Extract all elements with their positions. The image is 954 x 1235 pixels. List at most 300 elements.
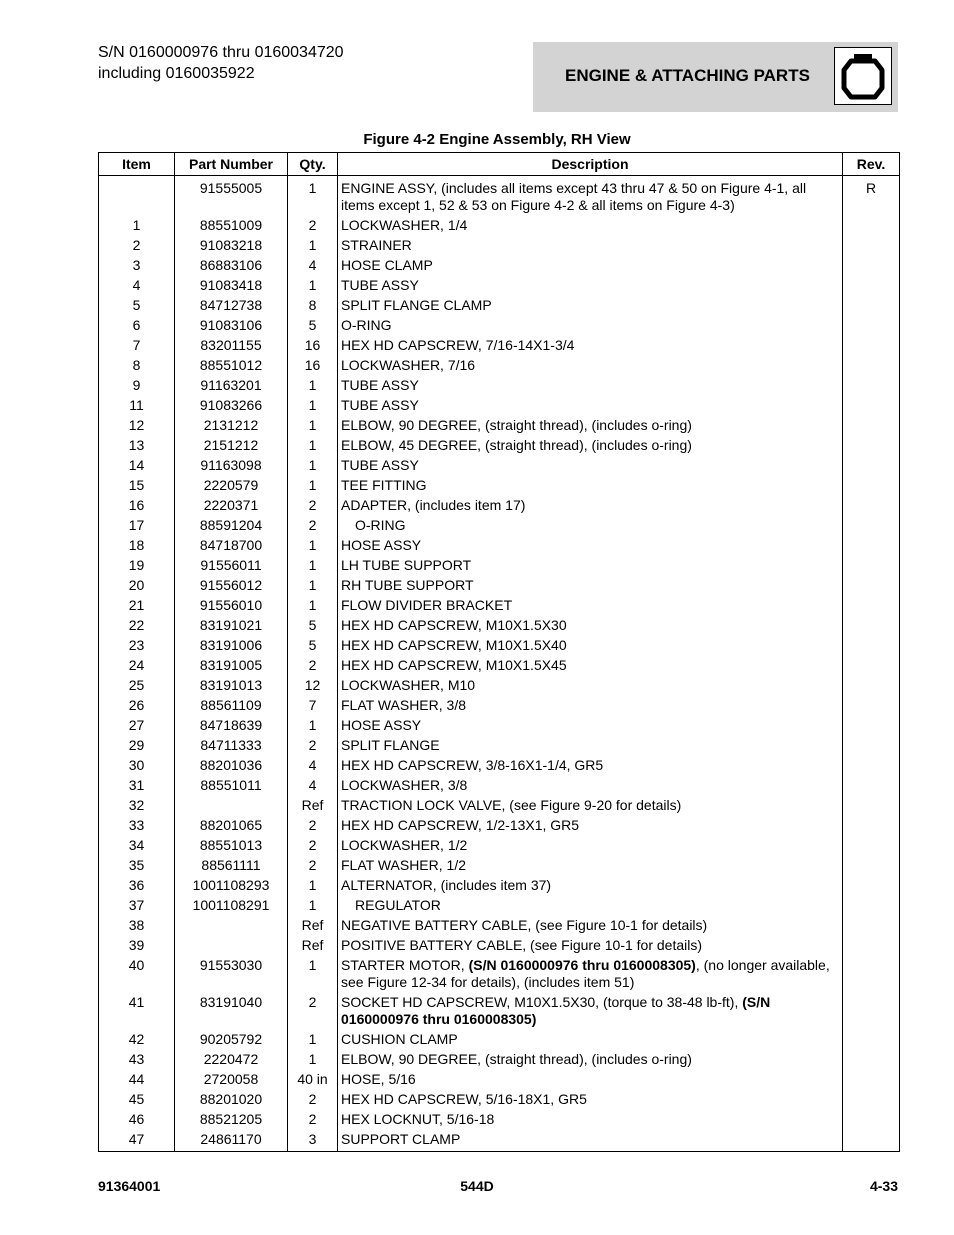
part-number-cell [175,915,288,935]
description-cell: POSITIVE BATTERY CABLE, (see Figure 10-1 for details) [338,935,843,955]
rev-cell [843,1069,900,1089]
footer-model: 544D [460,1178,494,1194]
item-cell: 6 [99,315,175,335]
part-number-cell: 2720058 [175,1069,288,1089]
part-number-cell: 83191005 [175,655,288,675]
description-cell: ELBOW, 90 DEGREE, (straight thread), (includes o-ring) [338,415,843,435]
parts-table [98,152,900,1152]
description-cell [338,515,843,535]
description-cell: SUPPORT CLAMP [338,1129,843,1152]
rev-cell [843,315,900,335]
qty-cell: 4 [288,255,338,275]
table-row [99,295,900,315]
qty-cell: 16 [288,335,338,355]
table-row [99,435,900,455]
part-number-cell: 84718700 [175,535,288,555]
rev-cell [843,795,900,815]
rev-cell [843,1049,900,1069]
part-number-cell: 88521205 [175,1109,288,1129]
item-cell: 22 [99,615,175,635]
qty-cell: 5 [288,315,338,335]
qty-cell: 1 [288,575,338,595]
description-cell: HEX HD CAPSCREW, M10X1.5X40 [338,635,843,655]
rev-cell [843,255,900,275]
part-number-cell: 84718639 [175,715,288,735]
serial-line-2: including 0160035922 [98,65,255,82]
rev-cell [843,295,900,315]
serial-line-1: S/N 0160000976 thru 0160034720 [98,44,344,61]
rev-cell [843,1109,900,1129]
qty-cell: 1 [288,475,338,495]
table-row [99,815,900,835]
part-number-cell: 88551009 [175,215,288,235]
table-row [99,235,900,255]
footer-page-number: 4-33 [869,1178,898,1194]
item-cell: 33 [99,815,175,835]
rev-cell [843,755,900,775]
part-number-cell: 88201020 [175,1089,288,1109]
table-row [99,635,900,655]
table-row [99,895,900,915]
rev-cell [843,235,900,255]
description-cell: HEX HD CAPSCREW, 3/8-16X1-1/4, GR5 [338,755,843,775]
description-cell: LOCKWASHER, 1/2 [338,835,843,855]
item-cell: 39 [99,935,175,955]
table-row [99,992,900,1029]
part-number-cell: 83191021 [175,615,288,635]
rev-cell [843,495,900,515]
part-number-cell: 88591204 [175,515,288,535]
item-cell: 35 [99,855,175,875]
item-cell: 38 [99,915,175,935]
rev-cell: R [843,176,900,216]
table-row [99,655,900,675]
engine-icon [834,47,892,105]
item-cell: 24 [99,655,175,675]
description-cell: NEGATIVE BATTERY CABLE, (see Figure 10-1 for details) [338,915,843,935]
item-cell: 29 [99,735,175,755]
item-cell: 2 [99,235,175,255]
qty-cell: 4 [288,775,338,795]
part-number-cell: 83191006 [175,635,288,655]
item-cell: 14 [99,455,175,475]
description-cell: LOCKWASHER, 7/16 [338,355,843,375]
item-cell: 20 [99,575,175,595]
qty-cell: 1 [288,435,338,455]
qty-cell: 16 [288,355,338,375]
part-number-cell: 91163201 [175,375,288,395]
description-cell: ELBOW, 90 DEGREE, (straight thread), (includes o-ring) [338,1049,843,1069]
item-cell: 9 [99,375,175,395]
item-cell: 36 [99,875,175,895]
item-cell: 31 [99,775,175,795]
item-cell: 27 [99,715,175,735]
item-cell: 19 [99,555,175,575]
item-cell: 32 [99,795,175,815]
qty-cell: 12 [288,675,338,695]
item-cell: 3 [99,255,175,275]
rev-cell [843,515,900,535]
item-cell: 41 [99,992,175,1029]
part-number-cell: 83191040 [175,992,288,1029]
part-number-cell: 2220371 [175,495,288,515]
qty-cell: 5 [288,615,338,635]
rev-cell [843,455,900,475]
description-cell: TUBE ASSY [338,275,843,295]
qty-cell: Ref [288,795,338,815]
item-cell: 18 [99,535,175,555]
rev-cell [843,735,900,755]
rev-cell [843,675,900,695]
table-row [99,935,900,955]
part-number-cell: 88201065 [175,815,288,835]
rev-cell [843,695,900,715]
qty-cell: 2 [288,495,338,515]
qty-cell: 1 [288,555,338,575]
table-row [99,555,900,575]
rev-cell [843,955,900,992]
description-cell: TRACTION LOCK VALVE, (see Figure 9-20 for details) [338,795,843,815]
qty-cell: 1 [288,535,338,555]
description-cell: HEX HD CAPSCREW, 7/16-14X1-3/4 [338,335,843,355]
item-cell: 34 [99,835,175,855]
table-row [99,575,900,595]
description-cell [338,992,843,1029]
description-cell: FLAT WASHER, 3/8 [338,695,843,715]
header-part-number: Part Number [175,153,288,176]
part-number-cell: 83201155 [175,335,288,355]
qty-cell: 2 [288,992,338,1029]
header-qty: Qty. [288,153,338,176]
part-number-cell: 88561109 [175,695,288,715]
rev-cell [843,555,900,575]
rev-cell [843,855,900,875]
rev-cell [843,615,900,635]
qty-cell: 2 [288,1089,338,1109]
item-cell: 45 [99,1089,175,1109]
part-number-cell: 91555005 [175,176,288,216]
rev-cell [843,335,900,355]
item-cell: 40 [99,955,175,992]
header-item: Item [99,153,175,176]
qty-cell: 2 [288,835,338,855]
table-row [99,475,900,495]
part-number-cell: 2131212 [175,415,288,435]
table-row [99,255,900,275]
item-cell: 25 [99,675,175,695]
table-row [99,355,900,375]
qty-cell: Ref [288,915,338,935]
rev-cell [843,815,900,835]
description-cell: HOSE CLAMP [338,255,843,275]
part-number-cell: 24861170 [175,1129,288,1152]
part-number-cell: 86883106 [175,255,288,275]
rev-cell [843,935,900,955]
table-row [99,675,900,695]
part-number-cell: 91083106 [175,315,288,335]
part-number-cell [175,795,288,815]
item-cell: 42 [99,1029,175,1049]
table-row [99,215,900,235]
item-cell: 1 [99,215,175,235]
table-row [99,315,900,335]
item-cell: 7 [99,335,175,355]
qty-cell: 1 [288,955,338,992]
rev-cell [843,1129,900,1152]
description-text: REGULATOR [355,897,441,913]
qty-cell: 2 [288,215,338,235]
part-number-cell: 90205792 [175,1029,288,1049]
part-number-cell: 88201036 [175,755,288,775]
rev-cell [843,655,900,675]
description-cell: HEX HD CAPSCREW, M10X1.5X45 [338,655,843,675]
description-cell: RH TUBE SUPPORT [338,575,843,595]
description-cell: TUBE ASSY [338,395,843,415]
rev-cell [843,775,900,795]
figure-title: Figure 4-2 Engine Assembly, RH View [363,131,631,148]
description-cell: HEX HD CAPSCREW, 5/16-18X1, GR5 [338,1089,843,1109]
part-number-cell: 2220472 [175,1049,288,1069]
part-number-cell: 88551011 [175,775,288,795]
description-cell: FLOW DIVIDER BRACKET [338,595,843,615]
table-row [99,395,900,415]
rev-cell [843,275,900,295]
table-row [99,415,900,435]
item-cell: 13 [99,435,175,455]
part-number-cell: 88551012 [175,355,288,375]
qty-cell: 2 [288,1109,338,1129]
description-cell: LOCKWASHER, 1/4 [338,215,843,235]
description-text: O-RING [355,517,406,533]
part-number-cell: 91083218 [175,235,288,255]
part-number-cell: 91556010 [175,595,288,615]
table-row [99,495,900,515]
rev-cell [843,595,900,615]
table-row [99,915,900,935]
description-cell: TEE FITTING [338,475,843,495]
qty-cell: 1 [288,275,338,295]
table-row [99,515,900,535]
description-cell: ADAPTER, (includes item 17) [338,495,843,515]
description-cell: CUSHION CLAMP [338,1029,843,1049]
qty-cell: 2 [288,855,338,875]
part-number-cell: 83191013 [175,675,288,695]
description-cell: HEX HD CAPSCREW, M10X1.5X30 [338,615,843,635]
table-row [99,595,900,615]
qty-cell: 4 [288,755,338,775]
qty-cell: 1 [288,375,338,395]
item-cell: 17 [99,515,175,535]
description-cell: HOSE, 5/16 [338,1069,843,1089]
table-row [99,375,900,395]
qty-cell: 2 [288,655,338,675]
qty-cell: 5 [288,635,338,655]
table-row [99,1029,900,1049]
table-row [99,1089,900,1109]
description-segment: STARTER MOTOR, [341,957,469,973]
qty-cell: 7 [288,695,338,715]
description-cell: TUBE ASSY [338,455,843,475]
rev-cell [843,1089,900,1109]
item-cell: 16 [99,495,175,515]
qty-cell: Ref [288,935,338,955]
description-cell [338,955,843,992]
description-cell: ENGINE ASSY, (includes all items except 43 thru 47 & 50 on Figure 4-1, all items except 1, 52 & 53 on Figure 4-2 & all items on Figure 4-3) [338,176,843,216]
rev-cell [843,215,900,235]
qty-cell: 1 [288,715,338,735]
table-row [99,1129,900,1152]
table-row [99,775,900,795]
part-number-cell: 88551013 [175,835,288,855]
rev-cell [843,992,900,1029]
description-cell: LOCKWASHER, M10 [338,675,843,695]
item-cell: 44 [99,1069,175,1089]
qty-cell: 2 [288,515,338,535]
item-cell: 15 [99,475,175,495]
table-row [99,455,900,475]
rev-cell [843,475,900,495]
table-row [99,535,900,555]
qty-cell: 1 [288,455,338,475]
table-row [99,875,900,895]
part-number-cell: 91553030 [175,955,288,992]
description-cell: ELBOW, 45 DEGREE, (straight thread), (includes o-ring) [338,435,843,455]
description-cell: STRAINER [338,235,843,255]
item-cell: 5 [99,295,175,315]
table-row [99,955,900,992]
parts-table-body [99,176,900,1152]
description-cell: HEX HD CAPSCREW, 1/2-13X1, GR5 [338,815,843,835]
table-row [99,855,900,875]
rev-cell [843,535,900,555]
table-row [99,715,900,735]
table-row [99,695,900,715]
item-cell: 26 [99,695,175,715]
part-number-cell: 91163098 [175,455,288,475]
description-cell: FLAT WASHER, 1/2 [338,855,843,875]
part-number-cell: 1001108291 [175,895,288,915]
part-number-cell: 2151212 [175,435,288,455]
qty-cell: 1 [288,395,338,415]
qty-cell: 1 [288,176,338,216]
description-cell: TUBE ASSY [338,375,843,395]
qty-cell: 8 [288,295,338,315]
table-row [99,735,900,755]
qty-cell: 1 [288,235,338,255]
description-cell: LOCKWASHER, 3/8 [338,775,843,795]
description-cell: O-RING [338,315,843,335]
rev-cell [843,875,900,895]
rev-cell [843,895,900,915]
item-cell: 12 [99,415,175,435]
description-cell: HOSE ASSY [338,715,843,735]
part-number-cell: 91556011 [175,555,288,575]
item-cell: 47 [99,1129,175,1152]
description-segment: (S/N 0160000976 thru 0160008305) [341,994,771,1027]
rev-cell [843,415,900,435]
qty-cell: 1 [288,1029,338,1049]
description-cell [338,895,843,915]
part-number-cell: 91083266 [175,395,288,415]
item-cell: 11 [99,395,175,415]
rev-cell [843,355,900,375]
description-cell: ALTERNATOR, (includes item 37) [338,875,843,895]
table-row [99,835,900,855]
table-row [99,615,900,635]
qty-cell: 1 [288,875,338,895]
item-cell: 23 [99,635,175,655]
table-row [99,335,900,355]
qty-cell: 1 [288,1049,338,1069]
rev-cell [843,375,900,395]
part-number-cell: 84711333 [175,735,288,755]
description-segment: (S/N 0160000976 thru 0160008305) [468,957,696,973]
table-row [99,275,900,295]
table-header-row [99,153,900,176]
part-number-cell [175,935,288,955]
part-number-cell: 1001108293 [175,875,288,895]
description-segment: SOCKET HD CAPSCREW, M10X1.5X30, (torque to 38-48 lb-ft), [341,994,743,1010]
item-cell [99,176,175,216]
part-number-cell: 2220579 [175,475,288,495]
rev-cell [843,1029,900,1049]
qty-cell: 1 [288,415,338,435]
rev-cell [843,575,900,595]
section-title: ENGINE & ATTACHING PARTS [565,66,810,85]
part-number-cell: 91083418 [175,275,288,295]
rev-cell [843,635,900,655]
table-row [99,1069,900,1089]
item-cell: 21 [99,595,175,615]
part-number-cell: 91556012 [175,575,288,595]
table-row [99,176,900,216]
qty-cell: 1 [288,595,338,615]
description-cell: HOSE ASSY [338,535,843,555]
part-number-cell: 84712738 [175,295,288,315]
header-rev: Rev. [843,153,900,176]
section-header [533,42,898,112]
qty-cell: 40 in [288,1069,338,1089]
description-cell: LH TUBE SUPPORT [338,555,843,575]
table-row [99,755,900,775]
table-row [99,795,900,815]
item-cell: 8 [99,355,175,375]
rev-cell [843,395,900,415]
rev-cell [843,835,900,855]
serial-number-range [98,42,344,84]
table-row [99,1049,900,1069]
rev-cell [843,915,900,935]
rev-cell [843,715,900,735]
description-segment: , (no longer available, see Figure 12-34 for details), (includes item 51) [341,957,830,990]
item-cell: 4 [99,275,175,295]
description-cell: HEX LOCKNUT, 5/16-18 [338,1109,843,1129]
part-number-cell: 88561111 [175,855,288,875]
item-cell: 37 [99,895,175,915]
item-cell: 30 [99,755,175,775]
description-cell: SPLIT FLANGE CLAMP [338,295,843,315]
table-row [99,1109,900,1129]
item-cell: 43 [99,1049,175,1069]
qty-cell: 2 [288,735,338,755]
header-description: Description [338,153,843,176]
footer-doc-number: 91364001 [98,1178,161,1194]
rev-cell [843,435,900,455]
qty-cell: 1 [288,895,338,915]
description-cell: SPLIT FLANGE [338,735,843,755]
qty-cell: 3 [288,1129,338,1152]
item-cell: 46 [99,1109,175,1129]
